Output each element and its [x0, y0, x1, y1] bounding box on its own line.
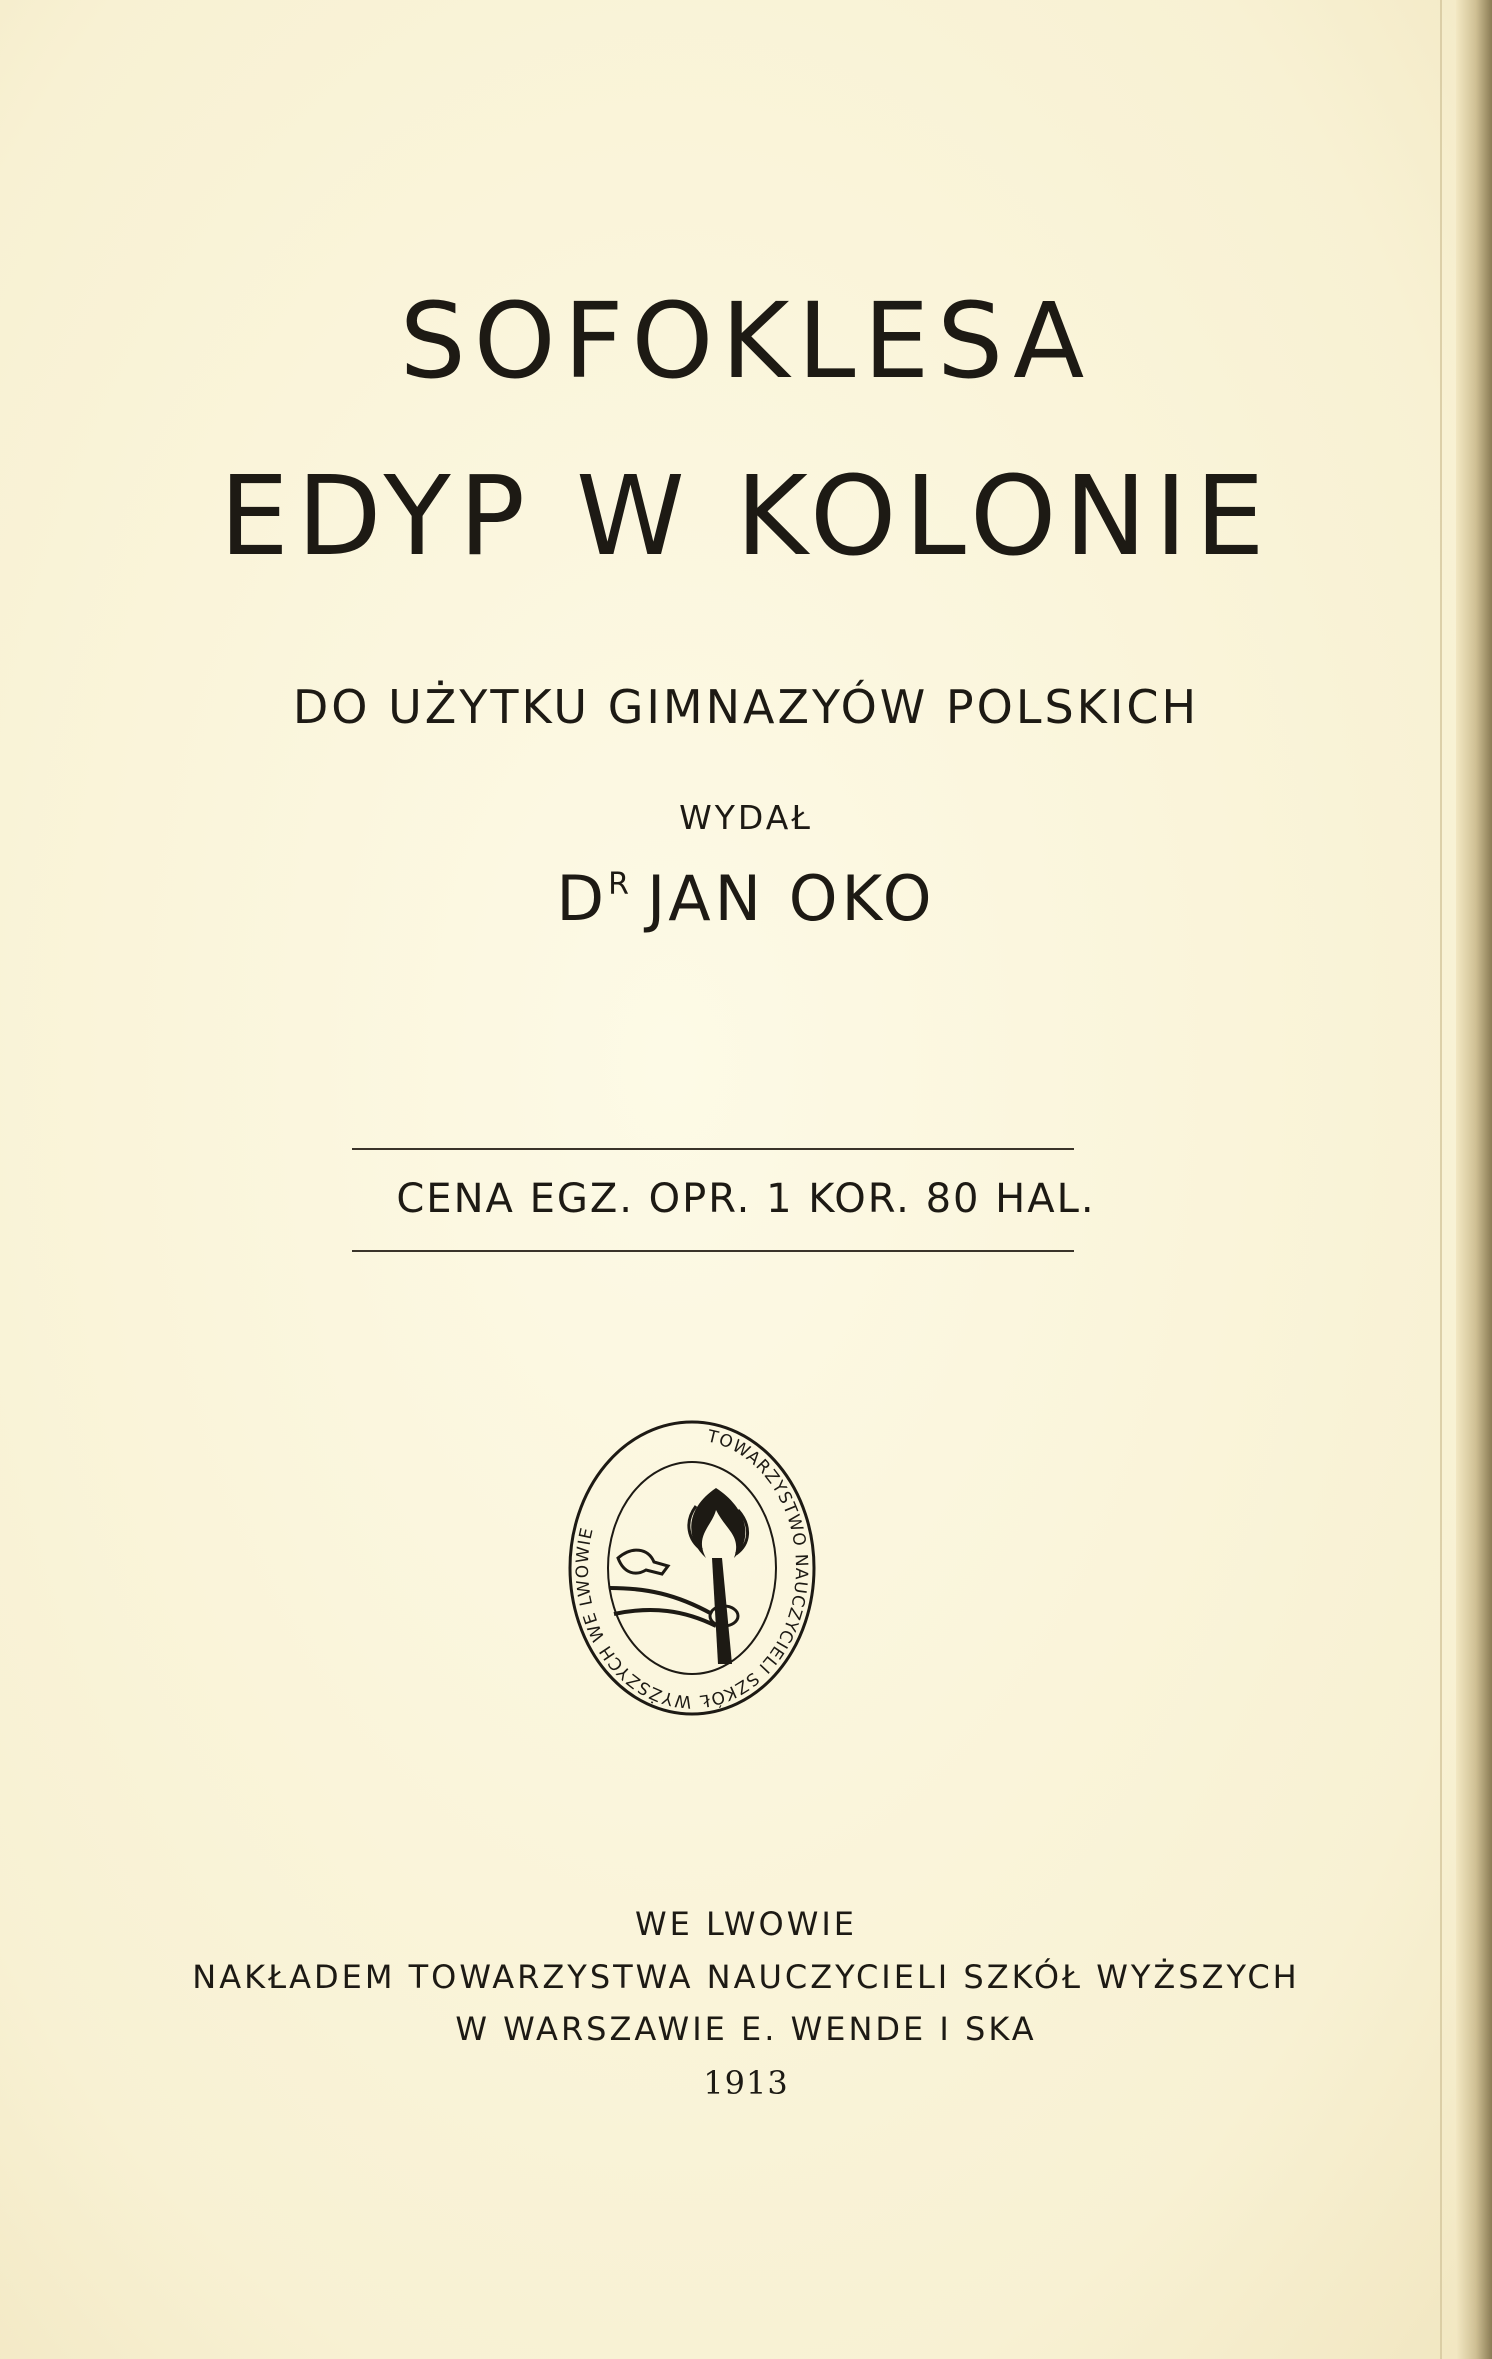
- editor-label: WYDAŁ: [679, 798, 813, 837]
- imprint-place: WE LWOWIE: [634, 1905, 858, 1943]
- price: CENA EGZ. OPR. 1 KOR. 80 HAL.: [396, 1176, 1096, 1222]
- imprint-year: 1913: [703, 2064, 789, 2102]
- imprint-publisher: NAKŁADEM TOWARZYSTWA NAUCZYCIELI SZKÓŁ WYŻSZYCH: [192, 1958, 1300, 1996]
- title-work: EDYP W KOLONIE: [219, 452, 1273, 580]
- publisher-seal-icon: [566, 1418, 818, 1718]
- subtitle: DO UŻYTKU GIMNAZYÓW POLSKICH: [292, 680, 1200, 734]
- price-rule-bottom: [352, 1250, 1074, 1252]
- editor-name: JAN OKO: [647, 862, 936, 935]
- title-author: SOFOKLESA: [399, 280, 1093, 402]
- imprint-distributor: W WARSZAWIE E. WENDE I SKA: [455, 2010, 1037, 2048]
- editor: [0, 862, 1492, 935]
- editor-prefix: D: [556, 862, 609, 935]
- editor-prefix-sup: R: [608, 867, 630, 902]
- price-rule-top: [352, 1148, 1074, 1150]
- seal-text: TOWARZYSTWO NAUCZYCIELI SZKÓŁ WYŻSZYCH WE LWOWIE: [572, 1426, 812, 1712]
